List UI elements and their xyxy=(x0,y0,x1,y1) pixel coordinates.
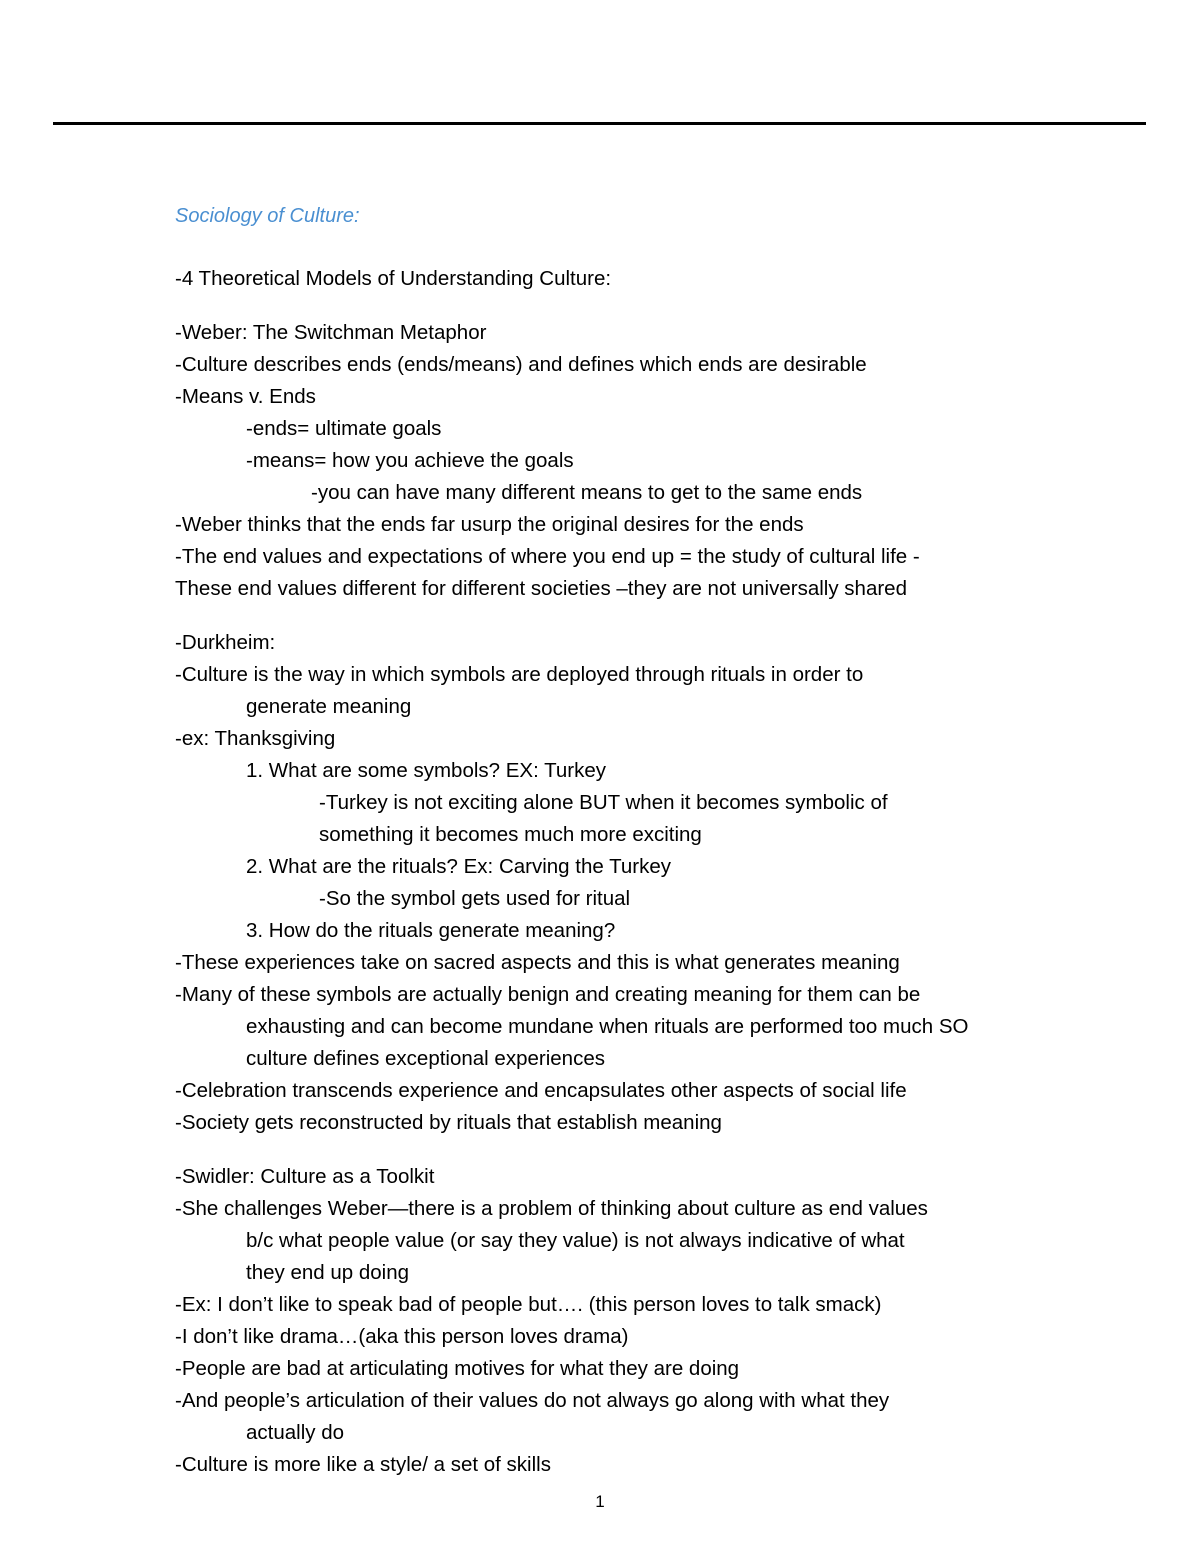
text-line: -Culture is the way in which symbols are deployed through rituals in order to xyxy=(175,663,864,686)
text-line: -So the symbol gets used for ritual xyxy=(319,887,631,910)
text-line: -ends= ultimate goals xyxy=(246,417,442,440)
text-line: -Ex: I don’t like to speak bad of people but…. (this person loves to talk smack) xyxy=(175,1293,882,1316)
text-line: -These experiences take on sacred aspects and this is what generates meaning xyxy=(175,951,900,974)
text-line: -means= how you achieve the goals xyxy=(246,449,574,472)
text-line: -People are bad at articulating motives for what they are doing xyxy=(175,1357,740,1380)
text-line: -ex: Thanksgiving xyxy=(175,727,336,750)
text-line: -Turkey is not exciting alone BUT when it becomes symbolic of xyxy=(319,791,888,814)
paragraph-gap xyxy=(175,605,1075,627)
text-line: -Means v. Ends xyxy=(175,385,316,408)
text-line: -She challenges Weber—there is a problem of thinking about culture as end values xyxy=(175,1197,928,1220)
text-line: -Culture is more like a style/ a set of skills xyxy=(175,1453,551,1476)
page-number: 1 xyxy=(595,1492,605,1511)
text-line: -Many of these symbols are actually benign and creating meaning for them can be xyxy=(175,983,921,1006)
text-line: These end values different for different societies –they are not universally shared xyxy=(175,577,907,600)
text-line: they end up doing xyxy=(246,1261,409,1284)
text-line: -you can have many different means to get to the same ends xyxy=(311,481,863,504)
text-line: -The end values and expectations of where you end up = the study of cultural life - xyxy=(175,545,920,568)
text-line: -Durkheim: xyxy=(175,631,276,654)
text-line: -Society gets reconstructed by rituals that establish meaning xyxy=(175,1111,722,1134)
text-line: -Swidler: Culture as a Toolkit xyxy=(175,1165,435,1188)
text-line: -I don’t like drama…(aka this person loves drama) xyxy=(175,1325,629,1348)
text-line: -Weber thinks that the ends far usurp the original desires for the ends xyxy=(175,513,804,536)
text-line: -Weber: The Switchman Metaphor xyxy=(175,321,487,344)
text-line: 2. What are the rituals? Ex: Carving the Turkey xyxy=(246,855,671,878)
text-line: something it becomes much more exciting xyxy=(319,823,702,846)
text-line: exhausting and can become mundane when rituals are performed too much SO xyxy=(246,1015,969,1038)
text-line: -Celebration transcends experience and encapsulates other aspects of social life xyxy=(175,1079,907,1102)
text-line: culture defines exceptional experiences xyxy=(246,1047,605,1070)
paragraph-gap xyxy=(175,295,1075,317)
paragraph-gap xyxy=(175,1139,1075,1161)
text-line: -Culture describes ends (ends/means) and defines which ends are desirable xyxy=(175,353,867,376)
text-line: -4 Theoretical Models of Understanding Culture: xyxy=(175,267,612,290)
header-rule xyxy=(53,122,1146,125)
document-body xyxy=(175,263,1075,1481)
text-line: -And people’s articulation of their values do not always go along with what they xyxy=(175,1389,890,1412)
page-title: Sociology of Culture: xyxy=(175,205,360,227)
text-line: generate meaning xyxy=(246,695,412,718)
text-line: 1. What are some symbols? EX: Turkey xyxy=(246,759,607,782)
text-line: b/c what people value (or say they value) is not always indicative of what xyxy=(246,1229,905,1252)
text-line: actually do xyxy=(246,1421,345,1444)
text-line: 3. How do the rituals generate meaning? xyxy=(246,919,616,942)
